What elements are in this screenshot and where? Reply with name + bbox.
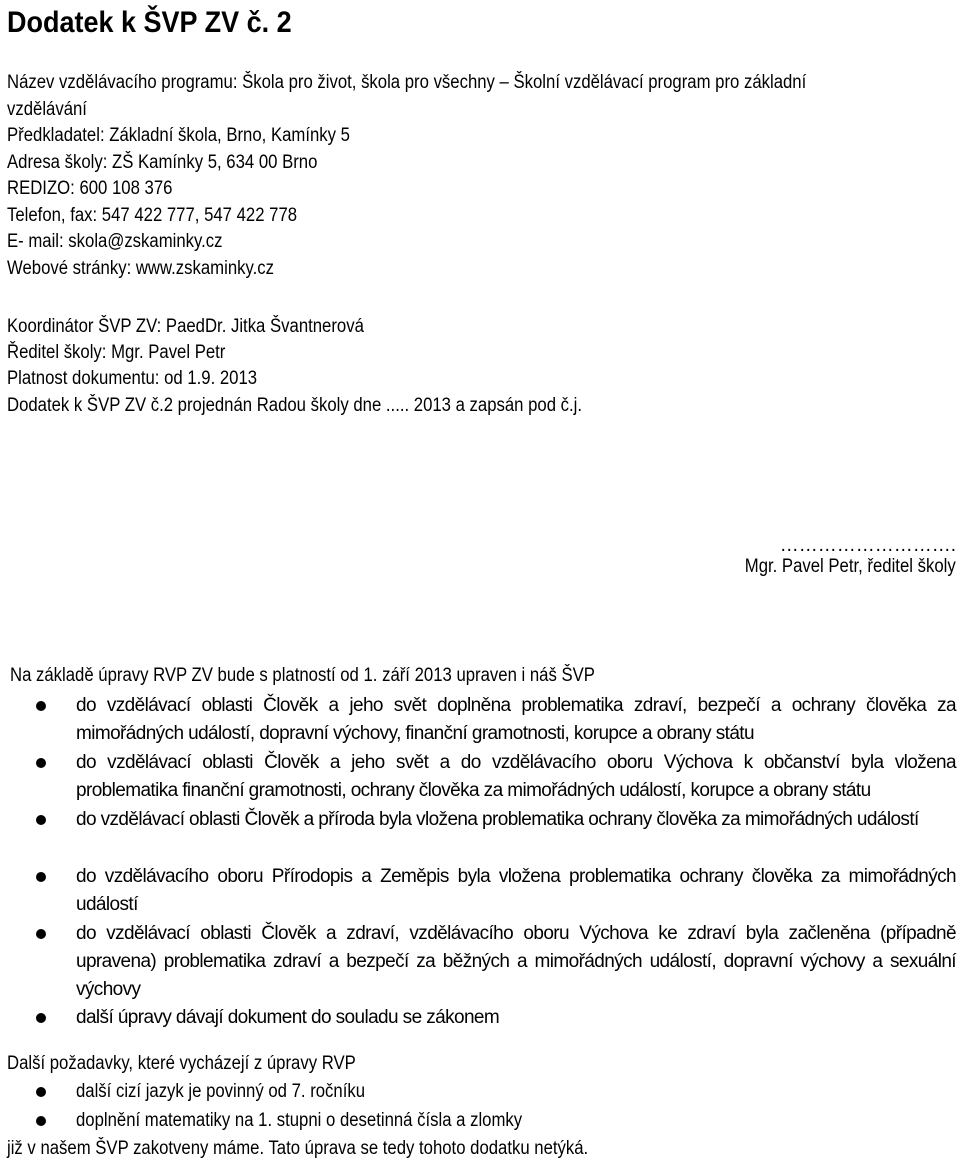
list-item	[24, 1107, 924, 1136]
bullet-icon	[36, 929, 46, 939]
list-item	[24, 1078, 924, 1107]
bullet-icon	[36, 701, 46, 711]
list-item	[24, 863, 956, 920]
changes-intro: Na základě úpravy RVP ZV bude s platností od 1. září 2013 upraven i náš ŠVP	[10, 665, 595, 686]
list-item-text: do vzdělávacího oboru Přírodopis a Zeměpis byla vložena problematika ochrany člověka za mimořádných událostí	[76, 866, 956, 915]
list-item	[24, 749, 956, 806]
list-item-text: do vzdělávací oblasti Člověk a příroda byla vložena problematika ochrany člověka za mimořádných událostí	[76, 809, 919, 830]
list-item-text: doplnění matematiky na 1. stupni o desetinná čísla a zlomky	[76, 1110, 523, 1131]
principal-line: Ředitel školy: Mgr. Pavel Petr	[7, 342, 226, 364]
list-item	[24, 920, 956, 1004]
discussed-line: Dodatek k ŠVP ZV č.2 projednán Radou školy dne ..... 2013 a zapsán pod č.j.	[7, 394, 583, 416]
list-item-text: další úpravy dávají dokument do souladu se zákonem	[76, 1007, 500, 1028]
bullet-icon	[36, 1013, 46, 1023]
changes-list	[24, 692, 956, 1034]
address-line: Adresa školy: ZŠ Kamínky 5, 634 00 Brno	[7, 151, 318, 173]
closing-statement: již v našem ŠVP zakotveny máme. Tato úprava se tedy tohoto dodatku netýká.	[7, 1138, 589, 1159]
coordinator-line: Koordinátor ŠVP ZV: PaedDr. Jitka Švantnerová	[7, 316, 364, 337]
document-title: Dodatek k ŠVP ZV č. 2	[7, 6, 292, 39]
further-requirements-list	[24, 1078, 924, 1136]
email-line: E- mail: skola@zskaminky.cz	[7, 231, 223, 252]
further-requirements-title: Další požadavky, které vycházejí z úpravy RVP	[7, 1053, 356, 1074]
web-line: Webové stránky: www.zskaminky.cz	[7, 257, 274, 279]
program-name-line1: Název vzdělávacího programu: Škola pro život, škola pro všechny – Školní vzdělávací program pro základní	[7, 72, 807, 93]
list-item-text: do vzdělávací oblasti Člověk a jeho svět a do vzdělávacího oboru Výchova k občanství byla vložena problematika finanční gramotnosti, ochrany člověka za mimořádných událostí, korupce a obrany státu	[76, 752, 956, 801]
bullet-icon	[36, 815, 46, 825]
validity-line: Platnost dokumentu: od 1.9. 2013	[7, 368, 258, 390]
bullet-icon	[36, 1087, 46, 1097]
list-item-text: do vzdělávací oblasti Člověk a zdraví, vzdělávacího oboru Výchova ke zdraví byla začleněna (případně upravena) problematika zdraví a bezpečí za běžných a mimořádných událostí, dopravní výchovy a sexuální výchovy	[76, 923, 956, 1000]
signature-dots: ……………………….	[779, 535, 956, 556]
bullet-icon	[36, 758, 46, 768]
signature-name: Mgr. Pavel Petr, ředitel školy	[745, 556, 956, 577]
list-item	[24, 692, 956, 749]
redizo-line: REDIZO: 600 108 376	[7, 178, 173, 199]
founder-line: Předkladatel: Základní škola, Brno, Kamínky 5	[7, 125, 350, 146]
program-name-line2: vzdělávání	[7, 98, 87, 120]
school-info	[7, 70, 915, 282]
list-item-text: další cizí jazyk je povinný od 7. ročníku	[76, 1081, 366, 1102]
document-meta	[7, 314, 660, 419]
list-item	[24, 1004, 956, 1034]
bullet-icon	[36, 872, 46, 882]
list-item-text: do vzdělávací oblasti Člověk a jeho svět doplněna problematika zdraví, bezpečí a ochrany člověka za mimořádných událostí, dopravní výchovy, finanční gramotnosti, korupce a obrany státu	[76, 695, 956, 744]
phone-line: Telefon, fax: 547 422 777, 547 422 778	[7, 204, 298, 226]
list-item	[24, 806, 956, 863]
bullet-icon	[36, 1116, 46, 1126]
